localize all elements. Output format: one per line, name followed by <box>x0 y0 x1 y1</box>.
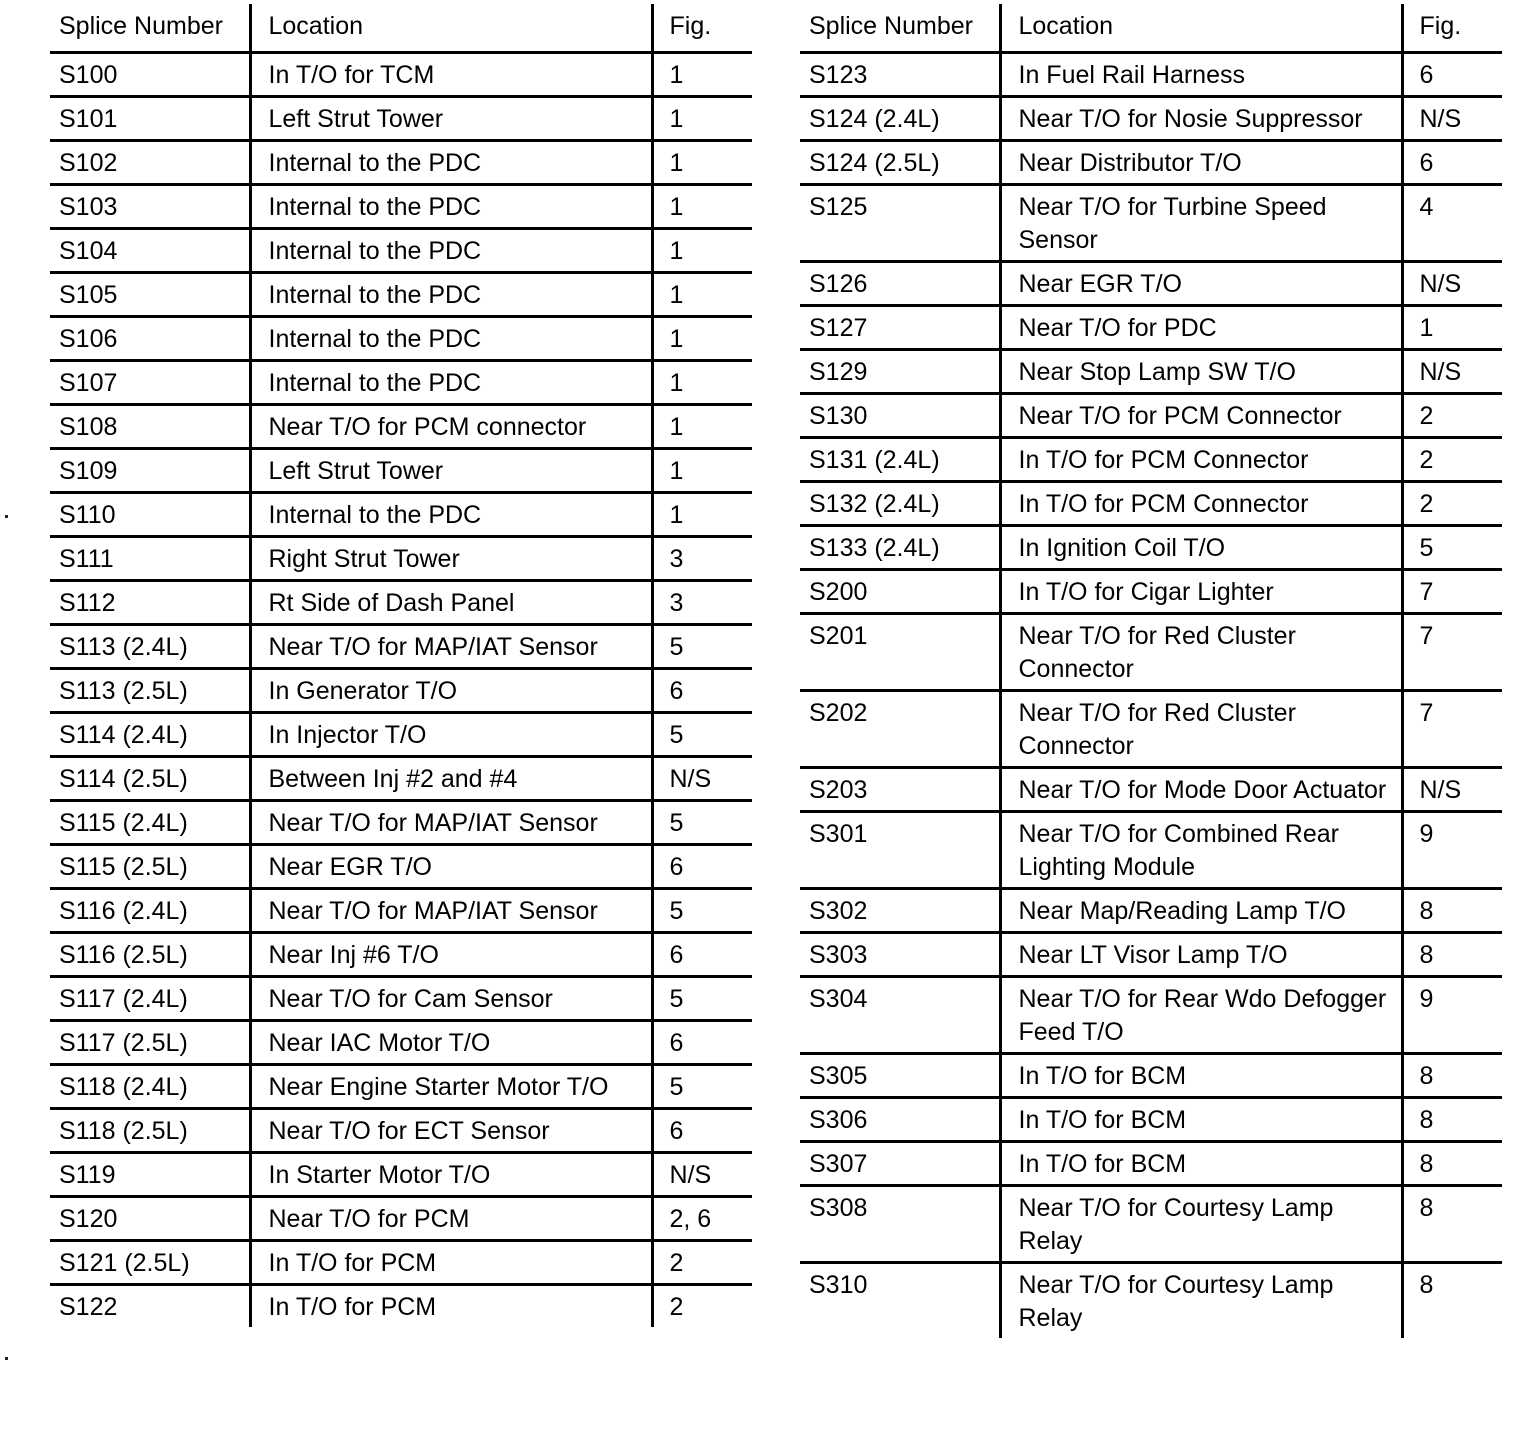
fig-cell: 1 <box>652 493 752 537</box>
location-cell: Internal to the PDC <box>250 229 652 273</box>
table-row <box>50 141 752 185</box>
table-row <box>800 53 1502 97</box>
splice-number-cell: S107 <box>59 369 118 397</box>
fig-cell: 2 <box>1402 394 1502 438</box>
location-cell: In Injector T/O <box>250 713 652 757</box>
splice-number-cell: S114 (2.4L) <box>59 721 188 749</box>
table-row <box>800 977 1502 1054</box>
fig-cell: 3 <box>652 581 752 625</box>
splice-number-cell: S101 <box>59 105 118 133</box>
fig-cell: 8 <box>1402 1186 1502 1263</box>
splice-number-cell: S114 (2.5L) <box>59 765 188 793</box>
fig-cell: N/S <box>652 1153 752 1197</box>
location-cell: Near Map/Reading Lamp T/O <box>1000 889 1402 933</box>
table-row <box>50 273 752 317</box>
splice-number-cell: S201 <box>809 622 868 650</box>
splice-number-cell: S111 <box>59 545 114 573</box>
location-cell: Near T/O for Red Cluster Connector <box>1000 691 1402 768</box>
location-cell: Internal to the PDC <box>250 185 652 229</box>
fig-cell: 4 <box>1402 185 1502 262</box>
splice-number-cell: S302 <box>809 897 868 925</box>
table-row <box>800 1098 1502 1142</box>
location-cell: Near T/O for MAP/IAT Sensor <box>250 889 652 933</box>
fig-cell: 8 <box>1402 1263 1502 1339</box>
location-cell: In T/O for Cigar Lighter <box>1000 570 1402 614</box>
location-cell: Between Inj #2 and #4 <box>250 757 652 801</box>
splice-table-left <box>50 4 752 1327</box>
table-row <box>50 669 752 713</box>
splice-number-cell: S118 (2.4L) <box>59 1073 188 1101</box>
splice-number-cell: S113 (2.5L) <box>59 677 188 705</box>
splice-number-cell: S109 <box>59 457 118 485</box>
splice-number-cell: S115 (2.5L) <box>59 853 188 881</box>
table-row <box>50 889 752 933</box>
table-row <box>50 713 752 757</box>
fig-cell: 6 <box>652 1021 752 1065</box>
location-cell: Near Engine Starter Motor T/O <box>250 1065 652 1109</box>
fig-cell: 5 <box>652 801 752 845</box>
fig-cell: 8 <box>1402 933 1502 977</box>
table-row <box>50 405 752 449</box>
location-cell: Near T/O for MAP/IAT Sensor <box>250 801 652 845</box>
table-row <box>50 185 752 229</box>
table-row <box>800 97 1502 141</box>
table-row <box>50 53 752 97</box>
table-row <box>800 691 1502 768</box>
table-row <box>800 570 1502 614</box>
location-cell: In T/O for PCM Connector <box>1000 438 1402 482</box>
splice-number-cell: S124 (2.5L) <box>809 149 940 177</box>
location-cell: Near T/O for Cam Sensor <box>250 977 652 1021</box>
table-row <box>50 361 752 405</box>
fig-cell: N/S <box>1402 262 1502 306</box>
table-row <box>50 1109 752 1153</box>
fig-cell: 5 <box>652 977 752 1021</box>
fig-cell: 2 <box>1402 438 1502 482</box>
splice-number-cell: S121 (2.5L) <box>59 1249 190 1277</box>
fig-cell: 7 <box>1402 614 1502 691</box>
table-row <box>50 1065 752 1109</box>
table-row <box>50 801 752 845</box>
location-cell: In Fuel Rail Harness <box>1000 53 1402 97</box>
location-cell: Near T/O for ECT Sensor <box>250 1109 652 1153</box>
fig-cell: 6 <box>652 933 752 977</box>
header-splice-number: Splice Number <box>809 12 973 40</box>
location-cell: Near T/O for PCM connector <box>250 405 652 449</box>
fig-cell: 5 <box>1402 526 1502 570</box>
table-row <box>800 394 1502 438</box>
splice-number-cell: S118 (2.5L) <box>59 1117 188 1145</box>
splice-number-cell: S116 (2.4L) <box>59 897 188 925</box>
table-row <box>800 1142 1502 1186</box>
table-row <box>50 229 752 273</box>
splice-number-cell: S108 <box>59 413 118 441</box>
splice-number-cell: S102 <box>59 149 118 177</box>
fig-cell: 6 <box>1402 141 1502 185</box>
location-cell: Near Inj #6 T/O <box>250 933 652 977</box>
splice-number-cell: S113 (2.4L) <box>59 633 188 661</box>
location-cell: In T/O for BCM <box>1000 1054 1402 1098</box>
fig-cell: N/S <box>652 757 752 801</box>
fig-cell: 6 <box>652 1109 752 1153</box>
location-cell: Internal to the PDC <box>250 361 652 405</box>
splice-number-cell: S112 <box>59 589 116 617</box>
splice-number-cell: S104 <box>59 237 118 265</box>
location-cell: Near EGR T/O <box>250 845 652 889</box>
table-row <box>50 625 752 669</box>
splice-number-cell: S133 (2.4L) <box>809 534 940 562</box>
splice-number-cell: S202 <box>809 699 868 727</box>
splice-number-cell: S130 <box>809 402 868 430</box>
location-cell: Near T/O for MAP/IAT Sensor <box>250 625 652 669</box>
location-cell: Left Strut Tower <box>250 449 652 493</box>
splice-number-cell: S120 <box>59 1205 118 1233</box>
table-row <box>50 1021 752 1065</box>
splice-number-cell: S100 <box>59 61 118 89</box>
location-cell: Rt Side of Dash Panel <box>250 581 652 625</box>
fig-cell: 9 <box>1402 977 1502 1054</box>
fig-cell: 1 <box>652 185 752 229</box>
table-row <box>800 1263 1502 1339</box>
table-row <box>800 185 1502 262</box>
location-cell: In Generator T/O <box>250 669 652 713</box>
table-row <box>800 482 1502 526</box>
fig-cell: N/S <box>1402 97 1502 141</box>
fig-cell: 8 <box>1402 1054 1502 1098</box>
table-row <box>800 141 1502 185</box>
table-row <box>800 526 1502 570</box>
splice-number-cell: S304 <box>809 985 868 1013</box>
scan-speck <box>5 515 8 518</box>
table-row <box>50 493 752 537</box>
fig-cell: 8 <box>1402 1098 1502 1142</box>
table-row <box>800 306 1502 350</box>
splice-number-cell: S125 <box>809 193 868 221</box>
splice-number-cell: S103 <box>59 193 118 221</box>
table-row <box>800 438 1502 482</box>
table-row <box>50 977 752 1021</box>
fig-cell: 2 <box>1402 482 1502 526</box>
location-cell: Near T/O for Combined Rear Lighting Module <box>1000 812 1402 889</box>
table-row <box>50 1153 752 1197</box>
splice-number-cell: S306 <box>809 1106 868 1134</box>
table-row <box>50 845 752 889</box>
location-cell: Internal to the PDC <box>250 493 652 537</box>
table-row <box>50 449 752 493</box>
location-cell: In T/O for TCM <box>250 53 652 97</box>
fig-cell: 5 <box>652 625 752 669</box>
fig-cell: 5 <box>652 1065 752 1109</box>
fig-cell: 2 <box>652 1241 752 1285</box>
header-location: Location <box>1000 4 1402 53</box>
fig-cell: 1 <box>652 317 752 361</box>
splice-number-cell: S117 (2.5L) <box>59 1029 188 1057</box>
splice-number-cell: S310 <box>809 1271 868 1299</box>
table-row <box>50 757 752 801</box>
fig-cell: 1 <box>652 53 752 97</box>
splice-number-cell: S123 <box>809 61 868 89</box>
table-row <box>800 614 1502 691</box>
table-row <box>50 1197 752 1241</box>
location-cell: Left Strut Tower <box>250 97 652 141</box>
location-cell: In T/O for PCM <box>250 1241 652 1285</box>
fig-cell: 8 <box>1402 1142 1502 1186</box>
fig-cell: 3 <box>652 537 752 581</box>
table-row <box>800 768 1502 812</box>
fig-cell: 7 <box>1402 570 1502 614</box>
fig-cell: 5 <box>652 889 752 933</box>
fig-cell: 6 <box>1402 53 1502 97</box>
header-row <box>50 4 752 53</box>
location-cell: Near T/O for Turbine Speed Sensor <box>1000 185 1402 262</box>
splice-number-cell: S115 (2.4L) <box>59 809 188 837</box>
location-cell: In T/O for BCM <box>1000 1098 1402 1142</box>
splice-number-cell: S203 <box>809 776 868 804</box>
location-cell: Near IAC Motor T/O <box>250 1021 652 1065</box>
location-cell: Near T/O for Courtesy Lamp Relay <box>1000 1186 1402 1263</box>
table-row <box>50 933 752 977</box>
splice-number-cell: S131 (2.4L) <box>809 446 940 474</box>
header-location: Location <box>250 4 652 53</box>
location-cell: Near T/O for Courtesy Lamp Relay <box>1000 1263 1402 1339</box>
location-cell: In T/O for BCM <box>1000 1142 1402 1186</box>
splice-number-cell: S200 <box>809 578 868 606</box>
location-cell: Near LT Visor Lamp T/O <box>1000 933 1402 977</box>
fig-cell: 6 <box>652 845 752 889</box>
fig-cell: 1 <box>652 361 752 405</box>
splice-number-cell: S301 <box>809 820 868 848</box>
splice-number-cell: S110 <box>59 501 116 529</box>
location-cell: Internal to the PDC <box>250 273 652 317</box>
table-row <box>800 1186 1502 1263</box>
fig-cell: 1 <box>652 229 752 273</box>
table-row <box>50 537 752 581</box>
header-fig: Fig. <box>652 4 752 53</box>
splice-number-cell: S116 (2.5L) <box>59 941 188 969</box>
location-cell: Internal to the PDC <box>250 141 652 185</box>
location-cell: In Ignition Coil T/O <box>1000 526 1402 570</box>
splice-number-cell: S307 <box>809 1150 868 1178</box>
fig-cell: 1 <box>652 273 752 317</box>
fig-cell: 5 <box>652 713 752 757</box>
location-cell: In T/O for PCM Connector <box>1000 482 1402 526</box>
fig-cell: N/S <box>1402 350 1502 394</box>
splice-number-cell: S126 <box>809 270 868 298</box>
splice-number-cell: S122 <box>59 1293 118 1321</box>
table-row <box>50 317 752 361</box>
location-cell: Near T/O for PCM <box>250 1197 652 1241</box>
splice-number-cell: S129 <box>809 358 868 386</box>
table-row <box>50 581 752 625</box>
fig-cell: 7 <box>1402 691 1502 768</box>
location-cell: Near Distributor T/O <box>1000 141 1402 185</box>
fig-cell: 1 <box>652 405 752 449</box>
location-cell: In Starter Motor T/O <box>250 1153 652 1197</box>
fig-cell: 6 <box>652 669 752 713</box>
fig-cell: 1 <box>652 141 752 185</box>
table-row <box>50 97 752 141</box>
table-row <box>800 262 1502 306</box>
scan-speck <box>5 1357 8 1360</box>
location-cell: Near T/O for PCM Connector <box>1000 394 1402 438</box>
fig-cell: 8 <box>1402 889 1502 933</box>
location-cell: Near EGR T/O <box>1000 262 1402 306</box>
table-row <box>800 933 1502 977</box>
table-row <box>50 1241 752 1285</box>
location-cell: Near Stop Lamp SW T/O <box>1000 350 1402 394</box>
splice-number-cell: S119 <box>59 1161 116 1189</box>
splice-number-cell: S105 <box>59 281 118 309</box>
fig-cell: 1 <box>652 449 752 493</box>
fig-cell: 2 <box>652 1285 752 1328</box>
fig-cell: 9 <box>1402 812 1502 889</box>
table-row <box>800 812 1502 889</box>
location-cell: Near T/O for Mode Door Actuator <box>1000 768 1402 812</box>
table-row <box>800 1054 1502 1098</box>
header-fig: Fig. <box>1402 4 1502 53</box>
splice-number-cell: S303 <box>809 941 868 969</box>
splice-table-right <box>800 4 1502 1338</box>
location-cell: Right Strut Tower <box>250 537 652 581</box>
table-row <box>800 350 1502 394</box>
splice-number-cell: S127 <box>809 314 868 342</box>
splice-number-cell: S305 <box>809 1062 868 1090</box>
table-row <box>800 889 1502 933</box>
splice-number-cell: S308 <box>809 1194 868 1222</box>
fig-cell: 2, 6 <box>652 1197 752 1241</box>
location-cell: Near T/O for Rear Wdo Defogger Feed T/O <box>1000 977 1402 1054</box>
splice-number-cell: S124 (2.4L) <box>809 105 940 133</box>
fig-cell: 1 <box>1402 306 1502 350</box>
location-cell: In T/O for PCM <box>250 1285 652 1328</box>
header-splice-number: Splice Number <box>59 12 223 40</box>
header-row <box>800 4 1502 53</box>
location-cell: Near T/O for PDC <box>1000 306 1402 350</box>
location-cell: Internal to the PDC <box>250 317 652 361</box>
location-cell: Near T/O for Red Cluster Connector <box>1000 614 1402 691</box>
splice-number-cell: S132 (2.4L) <box>809 490 940 518</box>
table-row <box>50 1285 752 1328</box>
splice-number-cell: S106 <box>59 325 118 353</box>
fig-cell: N/S <box>1402 768 1502 812</box>
fig-cell: 1 <box>652 97 752 141</box>
splice-number-cell: S117 (2.4L) <box>59 985 188 1013</box>
location-cell: Near T/O for Nosie Suppressor <box>1000 97 1402 141</box>
